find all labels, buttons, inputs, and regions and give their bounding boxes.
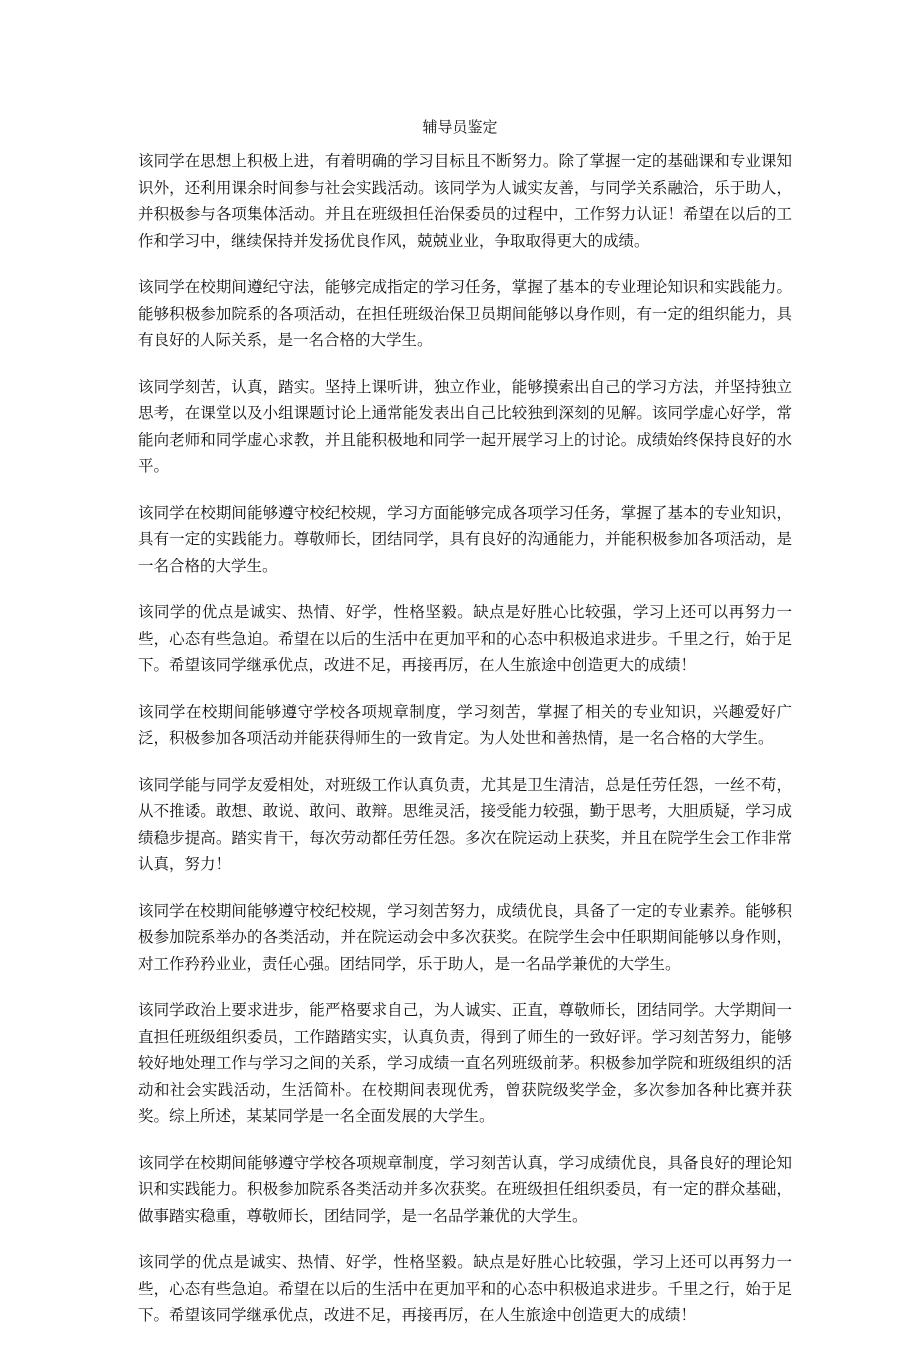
paragraph: 该同学在思想上积极上进，有着明确的学习目标且不断努力。除了掌握一定的基础课和专业课知识外，还利用课余时间参与社会实践活动。该同学为人诚实友善，与同学关系融洽，乐于助人，并积极参与各项集体活动。并且在班级担任治保委员的过程中，工作努力认证！希望在以后的工作和学习中，继续保持并发扬优良作风，兢兢业业，争取取得更大的成绩。 <box>138 152 792 250</box>
paragraph: 该同学在校期间遵纪守法，能够完成指定的学习任务，掌握了基本的专业理论知识和实践能力。能够积极参加院系的各项活动，在担任班级治保卫员期间能够以身作则，有一定的组织能力，具有良好的人际关系，是一名合格的大学生。 <box>138 278 792 349</box>
paragraph: 该同学政治上要求进步，能严格要求自己，为人诚实、正直，尊敬师长，团结同学。大学期间一直担任班级组织委员，工作踏踏实实，认真负责，得到了师生的一致好评。学习刻苦努力，能够较好地处理工作与学习之间的关系，学习成绩一直名列班级前茅。积极参加学院和班级组织的活动和社会实践活动，生活简朴。在校期间表现优秀，曾获院级奖学金，多次参加各种比赛并获奖。综上所述，某某同学是一名全面发展的大学生。 <box>138 1001 792 1125</box>
paragraph: 该同学在校期间能够遵守学校各项规章制度，学习刻苦，掌握了相关的专业知识，兴趣爱好广泛，积极参加各项活动并能获得师生的一致肯定。为人处世和善热情，是一名合格的大学生。 <box>138 702 792 747</box>
document-title: 辅导员鉴定 <box>422 118 498 136</box>
paragraph: 该同学刻苦，认真，踏实。坚持上课听讲，独立作业，能够摸索出自己的学习方法，并坚持独立思考，在课堂以及小组课题讨论上通常能发表出自己比较独到深刻的见解。该同学虚心好学，常能向老师和同学虚心求教，并且能积极地和同学一起开展学习上的讨论。成绩始终保持良好的水平。 <box>138 377 792 475</box>
paragraph: 该同学能与同学友爱相处，对班级工作认真负责，尤其是卫生清洁，总是任劳任怨，一丝不苟，从不推诿。敢想、敢说、敢问、敢辩。思维灵活，接受能力较强，勤于思考，大胆质疑，学习成绩稳步提高。踏实肯干，每次劳动都任劳任怨。多次在院运动上获奖，并且在院学生会工作非常认真，努力！ <box>138 775 792 873</box>
paragraph: 该同学的优点是诚实、热情、好学，性格坚毅。缺点是好胜心比较强，学习上还可以再努力一些，心态有些急迫。希望在以后的生活中在更加平和的心态中积极追求进步。千里之行，始于足下。希望该同学继承优点，改进不足，再接再厉，在人生旅途中创造更大的成绩！ <box>138 1253 792 1324</box>
paragraph: 该同学在校期间能够遵守校纪校规，学习刻苦努力，成绩优良，具备了一定的专业素养。能够积极参加院系举办的各类活动，并在院运动会中多次获奖。在院学生会中任职期间能够以身作则，对工作矜矜业业，责任心强。团结同学，乐于助人，是一名品学兼优的大学生。 <box>138 901 792 973</box>
paragraph: 该同学在校期间能够遵守学校各项规章制度，学习刻苦认真，学习成绩优良，具备良好的理论知识和实践能力。积极参加院系各类活动并多次获奖。在班级担任组织委员，有一定的群众基础，做事踏实稳重，尊敬师长，团结同学，是一名品学兼优的大学生。 <box>138 1153 792 1225</box>
paragraph: 该同学的优点是诚实、热情、好学，性格坚毅。缺点是好胜心比较强，学习上还可以再努力一些，心态有些急迫。希望在以后的生活中在更加平和的心态中积极追求进步。千里之行，始于足下。希望该同学继承优点，改进不足，再接再厉，在人生旅途中创造更大的成绩！ <box>138 603 792 674</box>
document-body <box>138 148 792 1349</box>
paragraph: 该同学在校期间能够遵守校纪校规，学习方面能够完成各项学习任务，掌握了基本的专业知识，具有一定的实践能力。尊敬师长，团结同学，具有良好的沟通能力，并能积极参加各项活动，是一名合格的大学生。 <box>138 503 792 575</box>
